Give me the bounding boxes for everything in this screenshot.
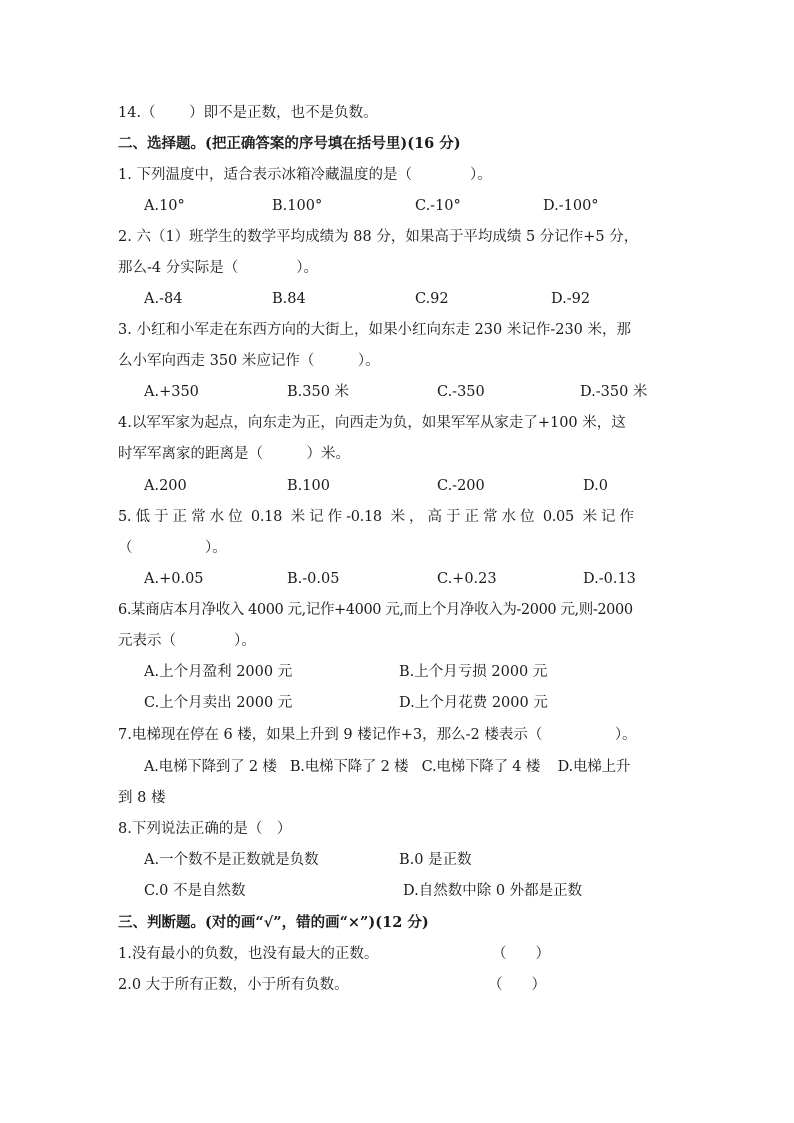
q3-option-c: C.-350 [437, 384, 485, 400]
q5-option-b: B.-0.05 [287, 571, 340, 587]
q2-stem-line1: 2. 六（1）班学生的数学平均成绩为 88 分，如果高于平均成绩 5 分记作+5 分， [118, 229, 639, 245]
q5-option-c: C.+0.23 [437, 571, 497, 587]
q6-option-c: C.上个月卖出 2000 元 [144, 695, 293, 711]
q3-stem-line2: 么小军向西走 350 米应记作（ ）。 [118, 353, 380, 369]
judge-item-1-bracket: （ ） [492, 946, 550, 962]
q4-option-b: B.100 [287, 478, 330, 494]
q6-stem-line2: 元表示（ ）。 [118, 633, 256, 649]
section-3-title: 三、判断题。(对的画“√”，错的画“×”)(12 分) [118, 914, 429, 931]
judge-item-2-bracket: （ ） [488, 977, 546, 993]
question-14: 14.（ ）即不是正数，也不是负数。 [118, 105, 378, 121]
judge-item-2-text: 2.0 大于所有正数，小于所有负数。 [118, 977, 349, 993]
q4-option-a: A.200 [144, 478, 187, 494]
q3-stem-line1: 3. 小红和小军走在东西方向的大街上，如果小红向东走 230 米记作-230 米，那 [118, 322, 632, 338]
q1-option-c: C.-10° [415, 198, 461, 214]
q8-option-b: B.0 是正数 [399, 852, 472, 868]
q3-option-b: B.350 米 [287, 384, 350, 400]
q6-option-b: B.上个月亏损 2000 元 [399, 664, 548, 680]
q7-options-line: A.电梯下降到了 2 楼 B.电梯下降了 2 楼 C.电梯下降了 4 楼 D.电梯上升 [144, 759, 631, 775]
q5-option-d: D.-0.13 [583, 571, 636, 587]
q6-option-d: D.上个月花费 2000 元 [399, 695, 548, 711]
section-2-title: 二、选择题。(把正确答案的序号填在括号里)(16 分) [118, 135, 461, 152]
q2-option-d: D.-92 [551, 291, 591, 307]
q8-stem: 8.下列说法正确的是（ ） [118, 821, 292, 837]
q7-stem: 7.电梯现在停在 6 楼，如果上升到 9 楼记作+3，那么-2 楼表示（ ）。 [118, 727, 637, 743]
q1-option-d: D.-100° [543, 198, 599, 214]
q5-stem-line1: 5. 低 于 正 常 水 位 0.18 米 记 作 -0.18 米 ， 高 于 正 常 水 位 0.05 米 记 作 [118, 509, 634, 525]
q8-option-d: D.自然数中除 0 外都是正数 [403, 883, 583, 899]
q8-option-a: A.一个数不是正数就是负数 [144, 852, 319, 868]
q6-stem-line1: 6.某商店本月净收入 4000 元,记作+4000 元,而上个月净收入为-2000 元,则-2000 [118, 602, 633, 618]
q7-options-continued: 到 8 楼 [118, 790, 166, 806]
q3-option-d: D.-350 米 [580, 384, 648, 400]
q2-option-c: C.92 [415, 291, 449, 307]
q8-option-c: C.0 不是自然数 [144, 883, 246, 899]
q4-option-c: C.-200 [437, 478, 485, 494]
q4-stem-line2: 时军军离家的距离是（ ）米。 [118, 446, 350, 462]
q6-option-a: A.上个月盈利 2000 元 [144, 664, 293, 680]
q1-option-a: A.10° [144, 198, 185, 214]
q4-option-d: D.0 [583, 478, 608, 494]
q3-option-a: A.+350 [144, 384, 199, 400]
q1-option-b: B.100° [272, 198, 323, 214]
q1-stem: 1. 下列温度中，适合表示冰箱冷藏温度的是（ ）。 [118, 167, 492, 183]
q2-option-b: B.84 [272, 291, 306, 307]
q5-option-a: A.+0.05 [144, 571, 204, 587]
q5-stem-line2: （ ）。 [118, 540, 227, 556]
judge-item-1-text: 1.没有最小的负数，也没有最大的正数。 [118, 946, 379, 962]
q2-stem-line2: 那么-4 分实际是（ ）。 [118, 260, 318, 276]
q2-option-a: A.-84 [144, 291, 183, 307]
q4-stem-line1: 4.以军军家为起点，向东走为正，向西走为负，如果军军从家走了+100 米，这 [118, 415, 626, 431]
